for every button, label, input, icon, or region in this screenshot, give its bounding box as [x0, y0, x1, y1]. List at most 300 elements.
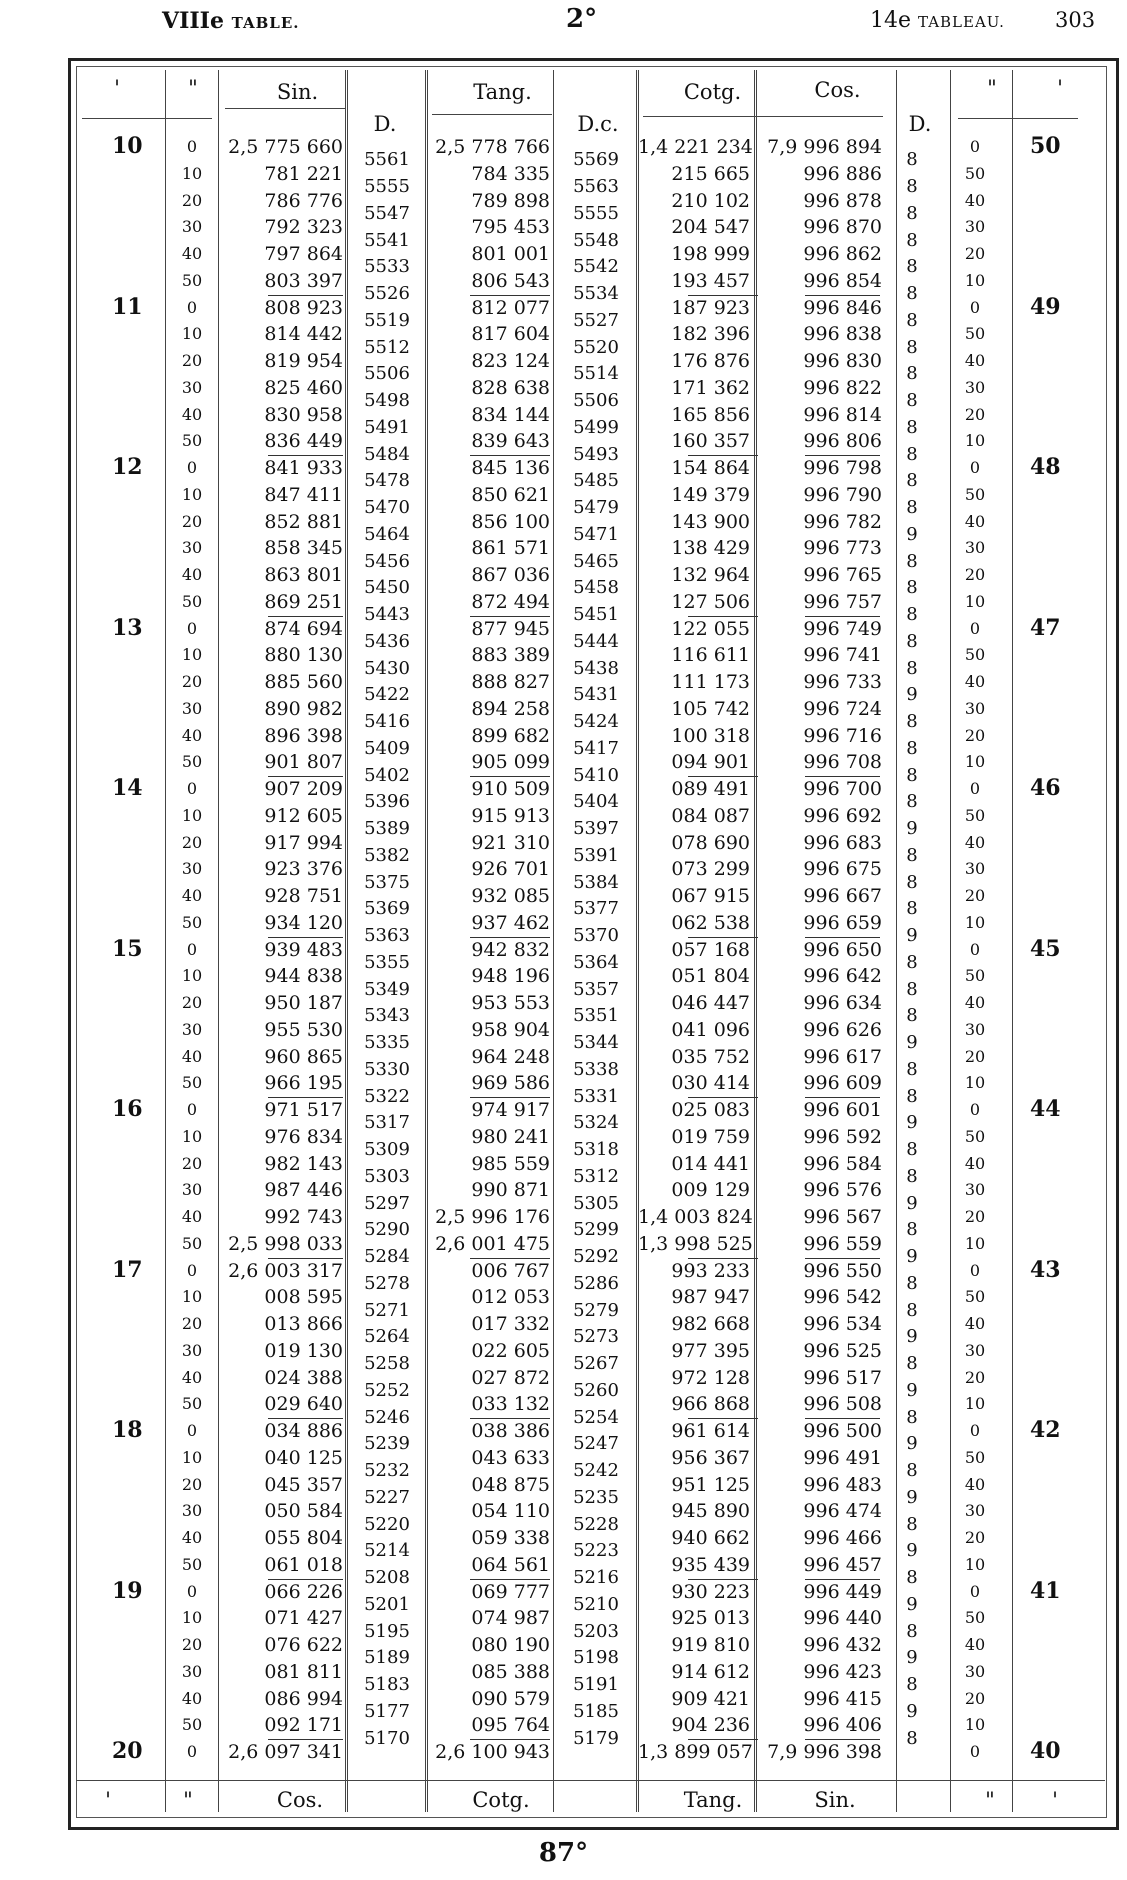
- seconds-cell-right: 20: [964, 725, 986, 745]
- dc-value: 5384: [573, 871, 619, 893]
- cotg-value: 035 752: [671, 1045, 750, 1068]
- seconds-cell: 40: [181, 565, 203, 584]
- seconds-cell: 40: [181, 404, 203, 424]
- cotg-value: 073 299: [671, 858, 750, 881]
- sin-value: 830 958: [264, 403, 343, 426]
- d-cos-value: 8: [906, 1219, 918, 1241]
- dc-value: 5397: [573, 818, 619, 840]
- d-cos-value: 8: [906, 898, 918, 920]
- seconds-cell-right: 0: [969, 618, 981, 638]
- d-cos-value: 8: [906, 630, 918, 652]
- sin-value: 955 530: [264, 1018, 343, 1041]
- sin-value: 885 560: [264, 671, 343, 693]
- sin-value: 781 221: [264, 162, 343, 185]
- cos-value: 996 733: [803, 671, 882, 693]
- cotg-value: 165 856: [671, 403, 750, 426]
- d-cos-value: 9: [906, 1647, 918, 1669]
- d-cos-value: 8: [906, 604, 918, 626]
- column-rule: [1012, 70, 1013, 1812]
- seconds-cell: 20: [181, 1153, 203, 1173]
- d-sin-value: 5278: [364, 1272, 410, 1294]
- sin-value: 966 195: [264, 1072, 343, 1095]
- interval-rule: [688, 1739, 758, 1740]
- dc-value: 5520: [573, 336, 619, 358]
- seconds-cell: 40: [181, 244, 203, 263]
- cotg-value: 105 742: [671, 697, 750, 720]
- dc-value: 5514: [573, 363, 619, 385]
- sin-value: 912 605: [264, 804, 343, 827]
- d-cos-value: 9: [906, 684, 918, 706]
- sin-value: 901 807: [264, 751, 343, 774]
- cos-value: 996 432: [803, 1634, 882, 1656]
- cotg-value: 940 662: [671, 1527, 750, 1549]
- cotg-value: 951 125: [671, 1473, 750, 1496]
- cos-value: 996 474: [803, 1500, 882, 1523]
- d-cos-value: 8: [906, 390, 918, 412]
- seconds-cell: 20: [181, 351, 203, 370]
- cotg-value: 909 421: [671, 1687, 750, 1710]
- tang-value: 022 605: [471, 1339, 550, 1362]
- dc-value: 5279: [573, 1299, 619, 1321]
- d-sin-value: 5246: [364, 1406, 410, 1428]
- dc-value: 5377: [573, 898, 619, 920]
- footer-minutes: ': [105, 1788, 111, 1812]
- cos-value: 996 491: [803, 1446, 882, 1469]
- interval-rule: [470, 937, 550, 938]
- d-sin-value: 5512: [364, 336, 410, 358]
- seconds-cell: 30: [181, 377, 203, 397]
- cos-value: 996 617: [803, 1045, 882, 1068]
- seconds-cell: 20: [181, 672, 203, 691]
- cos-value: 996 749: [803, 617, 882, 640]
- interval-rule: [805, 1418, 880, 1419]
- dc-value: 5235: [573, 1486, 619, 1508]
- d-cos-value: 8: [906, 1460, 918, 1482]
- d-sin-value: 5170: [364, 1727, 410, 1749]
- d-cos-value: 8: [906, 1674, 918, 1696]
- cotg-value: 987 947: [671, 1286, 750, 1309]
- tang-value: 784 335: [471, 162, 550, 185]
- seconds-cell-right: 0: [969, 779, 981, 798]
- tang-value: 801 001: [471, 243, 550, 265]
- cotg-value: 067 915: [671, 885, 750, 907]
- d-cos-value: 8: [906, 1620, 918, 1642]
- seconds-cell-right: 50: [964, 805, 986, 825]
- minute-label: 15: [112, 935, 143, 962]
- sin-value: 2,6 097 341: [228, 1741, 343, 1763]
- seconds-cell-right: 50: [964, 484, 986, 504]
- d-cos-value: 9: [906, 1192, 918, 1214]
- cos-value: 996 415: [803, 1687, 882, 1710]
- cos-value: 996 508: [803, 1393, 882, 1416]
- d-sin-value: 5541: [364, 229, 410, 251]
- seconds-cell: 40: [181, 1528, 203, 1547]
- tang-value: 806 543: [471, 269, 550, 292]
- cotg-value: 1,3 899 057: [638, 1741, 753, 1763]
- seconds-cell: 0: [186, 1742, 198, 1761]
- seconds-cell-right: 20: [964, 886, 986, 905]
- interval-rule: [688, 1097, 758, 1098]
- d-sin-value: 5422: [364, 684, 410, 706]
- seconds-cell: 0: [186, 779, 198, 798]
- seconds-cell: 0: [186, 939, 198, 959]
- cotg-value: 019 759: [671, 1125, 750, 1148]
- dc-value: 5318: [573, 1139, 619, 1161]
- seconds-cell: 50: [181, 1394, 203, 1414]
- header-right: [870, 8, 1005, 33]
- d-sin-value: 5303: [364, 1165, 410, 1187]
- tang-value: 817 604: [471, 323, 550, 346]
- d-cos-value: 8: [906, 1406, 918, 1428]
- tang-value: 980 241: [471, 1125, 550, 1148]
- cos-value: 996 634: [803, 992, 882, 1014]
- seconds-cell-right: 20: [964, 1367, 986, 1387]
- seconds-cell: 0: [186, 1581, 198, 1601]
- cos-value: 996 798: [803, 457, 882, 479]
- sin-value: 992 743: [264, 1206, 343, 1228]
- dc-value: 5534: [573, 283, 619, 305]
- d-cos-value: 8: [906, 1272, 918, 1294]
- tang-value: 823 124: [471, 350, 550, 372]
- tang-value: 828 638: [471, 376, 550, 399]
- seconds-cell-right: 30: [964, 1019, 986, 1039]
- footer-rule: [76, 1780, 1105, 1781]
- interval-rule: [268, 1579, 343, 1580]
- cotg-value: 193 457: [671, 269, 750, 292]
- sin-value: 863 801: [264, 564, 343, 586]
- seconds-cell-right: 10: [964, 1073, 986, 1093]
- header-rule: [82, 118, 212, 119]
- sin-value: 808 923: [264, 296, 343, 319]
- interval-rule: [688, 616, 758, 617]
- cotg-value: 100 318: [671, 724, 750, 747]
- dc-value: 5431: [573, 684, 619, 706]
- dc-value: 5370: [573, 925, 619, 947]
- sin-value: 960 865: [264, 1045, 343, 1068]
- seconds-cell-right: 0: [969, 458, 981, 477]
- cotg-value: 051 804: [671, 965, 750, 988]
- d-sin-value: 5258: [364, 1353, 410, 1375]
- footer-sin: Sin.: [814, 1788, 856, 1812]
- seconds-cell-right: 40: [964, 672, 986, 691]
- tang-value: 953 553: [471, 992, 550, 1014]
- interval-rule: [470, 1258, 550, 1259]
- seconds-cell: 40: [181, 1688, 203, 1708]
- seconds-cell: 20: [181, 511, 203, 531]
- d-sin-value: 5317: [364, 1112, 410, 1134]
- d-sin-value: 5382: [364, 844, 410, 866]
- minute-label-right: 47: [1030, 614, 1061, 641]
- sin-value: 852 881: [264, 510, 343, 533]
- cos-value: 996 854: [803, 269, 882, 292]
- seconds-cell: 10: [181, 324, 203, 344]
- seconds-cell: 10: [181, 1608, 203, 1628]
- cos-value: 996 567: [803, 1206, 882, 1228]
- dc-value: 5438: [573, 657, 619, 679]
- cotg-value: 171 362: [671, 376, 750, 399]
- interval-rule: [470, 1418, 550, 1419]
- dc-value: 5179: [573, 1727, 619, 1749]
- minute-label: 19: [112, 1577, 143, 1604]
- dc-value: 5267: [573, 1353, 619, 1375]
- tang-value: 074 987: [471, 1607, 550, 1630]
- footer-seconds: ": [183, 1788, 193, 1812]
- cotg-value: 057 168: [671, 938, 750, 961]
- sin-value: 814 442: [264, 323, 343, 346]
- d-cos-value: 9: [906, 1032, 918, 1054]
- column-sin: Sin.: [276, 80, 319, 104]
- cos-value: 996 878: [803, 189, 882, 212]
- d-sin-value: 5183: [364, 1674, 410, 1696]
- minute-label-right: 46: [1030, 775, 1061, 801]
- dc-value: 5563: [573, 176, 619, 198]
- footer-cos: Cos.: [276, 1788, 324, 1812]
- seconds-cell-right: 50: [964, 645, 986, 665]
- tang-value: 964 248: [471, 1045, 550, 1068]
- seconds-cell: 40: [181, 1046, 203, 1066]
- column-minutes-right: ': [1057, 76, 1063, 100]
- cotg-value: 127 506: [671, 590, 750, 613]
- seconds-cell: 20: [181, 1635, 203, 1654]
- footer-tang: Tang.: [683, 1788, 743, 1812]
- cos-value: 996 457: [803, 1553, 882, 1576]
- d-cos-value: 8: [906, 363, 918, 385]
- cotg-value: 1,4 221 234: [638, 136, 753, 158]
- tang-value: 932 085: [471, 885, 550, 907]
- seconds-cell: 20: [181, 1474, 203, 1494]
- dc-value: 5493: [573, 443, 619, 465]
- cos-value: 996 466: [803, 1527, 882, 1549]
- interval-rule: [688, 295, 758, 296]
- seconds-cell-right: 40: [964, 351, 986, 370]
- sin-value: 880 130: [264, 644, 343, 667]
- interval-rule: [268, 1739, 343, 1740]
- cotg-value: 132 964: [671, 564, 750, 586]
- seconds-cell-right: 50: [964, 966, 986, 986]
- tang-value: 877 945: [471, 617, 550, 640]
- cos-value: 996 542: [803, 1286, 882, 1309]
- cos-value: 996 846: [803, 296, 882, 319]
- d-sin-value: 5309: [364, 1139, 410, 1161]
- cotg-value: 1,3 998 525: [638, 1232, 753, 1255]
- tang-value: 080 190: [471, 1634, 550, 1656]
- interval-rule: [805, 295, 880, 296]
- cotg-value: 078 690: [671, 831, 750, 854]
- dc-value: 5485: [573, 470, 619, 492]
- tableau-label: TABLEAU.: [918, 13, 1005, 31]
- seconds-cell: 50: [181, 912, 203, 932]
- sin-value: 847 411: [264, 483, 343, 506]
- cos-value: 996 406: [803, 1714, 882, 1737]
- d-cos-value: 9: [906, 1112, 918, 1134]
- seconds-cell: 30: [181, 538, 203, 558]
- dc-value: 5479: [573, 497, 619, 519]
- cos-value: 996 525: [803, 1339, 882, 1362]
- cotg-value: 160 357: [671, 430, 750, 453]
- cos-value: 996 765: [803, 564, 882, 586]
- d-sin-value: 5349: [364, 978, 410, 1000]
- interval-rule: [805, 1097, 880, 1098]
- tang-value: 888 827: [471, 671, 550, 693]
- minute-label-right: 50: [1030, 133, 1061, 159]
- column-rule: [896, 70, 897, 1812]
- d-sin-value: 5214: [364, 1540, 410, 1562]
- interval-rule: [268, 1258, 343, 1259]
- d-sin-value: 5533: [364, 256, 410, 278]
- d-sin-value: 5491: [364, 416, 410, 438]
- tang-value: 872 494: [471, 590, 550, 613]
- seconds-cell-right: 10: [964, 270, 986, 290]
- header-rule: [958, 118, 1078, 119]
- tang-value: 095 764: [471, 1714, 550, 1737]
- cos-value: 996 683: [803, 831, 882, 854]
- page-number: 303: [1055, 8, 1096, 32]
- seconds-cell-right: 20: [964, 565, 986, 584]
- seconds-cell-right: 10: [964, 752, 986, 772]
- dc-value: 5351: [573, 1005, 619, 1027]
- d-sin-value: 5430: [364, 657, 410, 679]
- d-sin-value: 5227: [364, 1486, 410, 1508]
- tang-value: 974 917: [471, 1099, 550, 1121]
- column-seconds-right: ": [987, 76, 997, 100]
- seconds-cell-right: 10: [964, 1554, 986, 1574]
- column-cotg: Cotg.: [683, 80, 742, 104]
- column-d-cos: D.: [908, 112, 932, 136]
- d-sin-value: 5201: [364, 1593, 410, 1615]
- seconds-cell: 10: [181, 805, 203, 825]
- cos-value: 996 708: [803, 751, 882, 774]
- sin-value: 797 864: [264, 243, 343, 265]
- d-sin-value: 5208: [364, 1567, 410, 1589]
- seconds-cell-right: 10: [964, 431, 986, 451]
- sin-value: 976 834: [264, 1125, 343, 1148]
- dc-value: 5391: [573, 844, 619, 866]
- interval-rule: [805, 1739, 880, 1740]
- sin-value: 008 595: [264, 1286, 343, 1309]
- tang-value: 059 338: [471, 1527, 550, 1549]
- sin-value: 934 120: [264, 911, 343, 934]
- d-cos-value: 8: [906, 309, 918, 331]
- minute-label: 17: [112, 1256, 143, 1283]
- dc-value: 5305: [573, 1192, 619, 1214]
- footer-minutes-right: ': [1052, 1788, 1058, 1812]
- tang-value: 017 332: [471, 1313, 550, 1335]
- interval-rule: [268, 295, 343, 296]
- tang-value: 2,5 778 766: [435, 136, 550, 158]
- d-sin-value: 5284: [364, 1246, 410, 1268]
- dc-value: 5499: [573, 416, 619, 438]
- seconds-cell-right: 10: [964, 1394, 986, 1414]
- dc-value: 5203: [573, 1620, 619, 1642]
- tang-value: 789 898: [471, 189, 550, 212]
- seconds-cell-right: 0: [969, 939, 981, 959]
- d-cos-value: 9: [906, 1379, 918, 1401]
- seconds-cell-right: 0: [969, 1742, 981, 1761]
- tang-value: 795 453: [471, 216, 550, 239]
- cos-value: 996 534: [803, 1313, 882, 1335]
- seconds-cell-right: 20: [964, 1688, 986, 1708]
- d-sin-value: 5443: [364, 604, 410, 626]
- cotg-value: 925 013: [671, 1607, 750, 1630]
- cos-value: 996 675: [803, 858, 882, 881]
- d-cos-value: 9: [906, 1700, 918, 1722]
- cos-value: 996 609: [803, 1072, 882, 1095]
- d-cos-value: 8: [906, 1567, 918, 1589]
- d-cos-value: 8: [906, 256, 918, 278]
- minute-label-right: 43: [1030, 1256, 1061, 1283]
- tang-value: 2,5 996 176: [435, 1206, 550, 1228]
- d-sin-value: 5343: [364, 1005, 410, 1027]
- tang-value: 937 462: [471, 911, 550, 934]
- tang-value: 905 099: [471, 751, 550, 774]
- tang-value: 834 144: [471, 403, 550, 426]
- d-sin-value: 5239: [364, 1433, 410, 1455]
- column-rule: [165, 70, 166, 1812]
- interval-rule: [268, 455, 343, 456]
- interval-rule: [268, 776, 343, 777]
- d-sin-value: 5561: [364, 149, 410, 171]
- seconds-cell: 20: [181, 190, 203, 210]
- tang-value: 850 621: [471, 483, 550, 506]
- tang-value: 985 559: [471, 1152, 550, 1175]
- seconds-cell-right: 20: [964, 1528, 986, 1547]
- d-cos-value: 8: [906, 737, 918, 759]
- cotg-value: 204 547: [671, 216, 750, 239]
- d-sin-value: 5355: [364, 951, 410, 973]
- dc-value: 5417: [573, 737, 619, 759]
- d-sin-value: 5330: [364, 1058, 410, 1080]
- cos-value: 996 806: [803, 430, 882, 453]
- sin-value: 071 427: [264, 1607, 343, 1630]
- tang-value: 2,6 001 475: [435, 1232, 550, 1255]
- sin-value: 092 171: [264, 1714, 343, 1737]
- d-sin-value: 5416: [364, 711, 410, 733]
- d-cos-value: 8: [906, 711, 918, 733]
- sin-value: 061 018: [264, 1553, 343, 1576]
- tang-value: 958 904: [471, 1018, 550, 1041]
- d-sin-value: 5464: [364, 523, 410, 545]
- column-minutes: ': [114, 76, 120, 100]
- d-cos-value: 8: [906, 176, 918, 198]
- d-sin-value: 5450: [364, 577, 410, 599]
- minute-label: 12: [112, 454, 143, 480]
- cotg-value: 041 096: [671, 1018, 750, 1041]
- seconds-cell-right: 50: [964, 1126, 986, 1146]
- d-sin-value: 5470: [364, 497, 410, 519]
- d-sin-value: 5220: [364, 1513, 410, 1535]
- tang-value: 027 872: [471, 1366, 550, 1389]
- cos-value: 996 626: [803, 1018, 882, 1041]
- seconds-cell-right: 40: [964, 993, 986, 1012]
- dc-value: 5569: [573, 149, 619, 171]
- seconds-cell: 0: [186, 137, 198, 156]
- tang-value: 064 561: [471, 1553, 550, 1576]
- d-cos-value: 8: [906, 1353, 918, 1375]
- d-cos-value: 8: [906, 951, 918, 973]
- footer-degree: 87°: [538, 1838, 589, 1868]
- seconds-cell: 10: [181, 966, 203, 986]
- dc-value: 5465: [573, 550, 619, 572]
- tang-value: 926 701: [471, 858, 550, 881]
- interval-rule: [688, 1418, 758, 1419]
- cotg-value: 914 612: [671, 1660, 750, 1683]
- dc-value: 5444: [573, 630, 619, 652]
- sin-value: 825 460: [264, 376, 343, 399]
- seconds-cell: 20: [181, 1314, 203, 1333]
- seconds-cell: 0: [186, 618, 198, 638]
- interval-rule: [470, 295, 550, 296]
- minute-label-right: 42: [1030, 1417, 1061, 1443]
